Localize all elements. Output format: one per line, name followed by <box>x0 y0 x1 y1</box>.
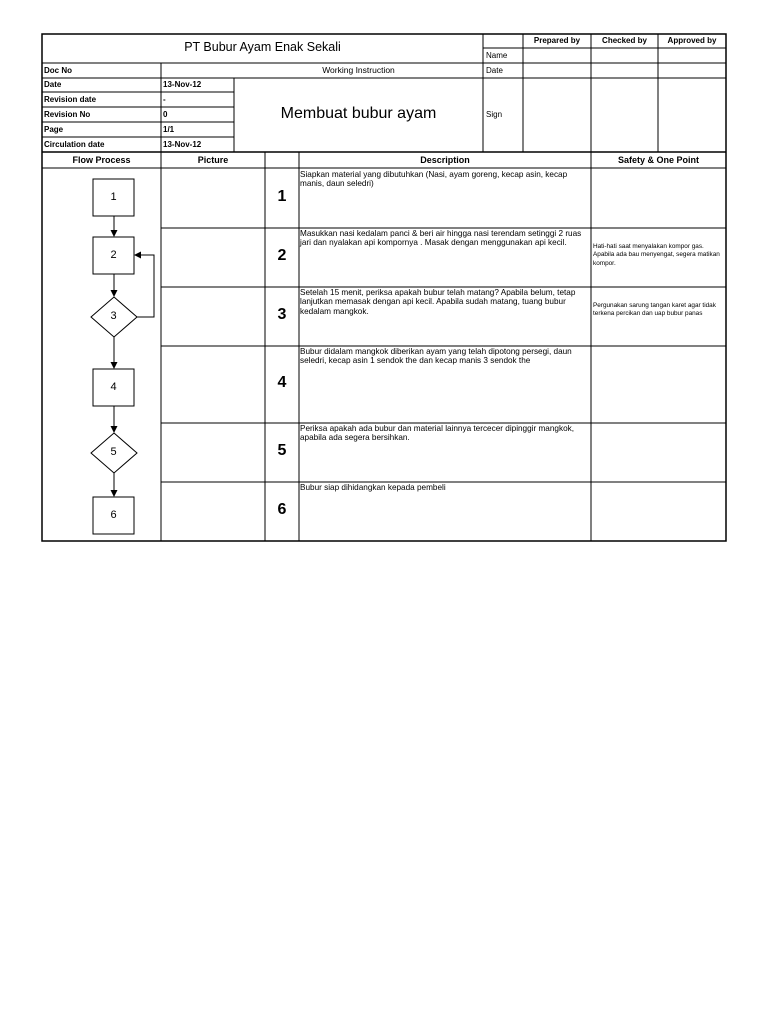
column-header-picture: Picture <box>197 155 229 165</box>
step-description: Periksa apakah ada bubur dan material lainnya tercecer dipinggir mangkok, apabila ada segera bersihkan. <box>300 424 574 443</box>
flow-loop-3-2 <box>135 255 154 317</box>
step-number: 3 <box>277 306 287 323</box>
step-number: 4 <box>277 374 287 391</box>
approval-row-name: Name <box>486 51 508 60</box>
info-value-page: 1/1 <box>163 125 175 134</box>
column-header-description: Description <box>420 155 470 165</box>
step-number: 2 <box>277 247 287 264</box>
flow-node-label: 3 <box>110 310 117 322</box>
step-description: Bubur siap dihidangkan kepada pembeli <box>300 483 446 492</box>
approval-row-sign: Sign <box>486 110 503 119</box>
approval-col-checked: Checked by <box>602 36 647 45</box>
flow-node-label: 4 <box>110 381 117 393</box>
step-description: Siapkan material yang dibutuhkan (Nasi, ayam goreng, kecap asin, kecap manis, daun seledri) <box>300 170 568 189</box>
info-label-date: Date <box>44 80 62 89</box>
step-number: 5 <box>277 442 287 459</box>
info-value-revision-date: - <box>163 95 166 104</box>
column-header-flow: Flow Process <box>72 155 131 165</box>
step-number: 6 <box>277 501 287 518</box>
info-value-circulation-date: 13-Nov-12 <box>163 140 202 149</box>
flow-node-label: 2 <box>110 249 117 261</box>
document-title: Membuat bubur ayam <box>280 105 437 122</box>
company-name: PT Bubur Ayam Enak Sekali <box>184 40 341 54</box>
step-description: Setelah 15 menit, periksa apakah bubur telah matang? Apabila belum, tetap lanjutkan memasak dengan api kecil. Apabila sudah matang, tuang bubur kedalam mangkok. <box>300 288 576 316</box>
step-description: Masukkan nasi kedalam panci & beri air hingga nasi terendam setinggi 2 ruas jari dan nyalakan api kompornya . Masak dengan menggunakan api kecil. <box>300 229 582 248</box>
info-label-doc-no: Doc No <box>44 66 72 75</box>
info-value-date: 13-Nov-12 <box>163 80 202 89</box>
approval-col-prepared: Prepared by <box>533 36 581 45</box>
working-instruction-label: Working Instruction <box>322 65 395 75</box>
safety-note: Pergunakan sarung tangan karet agar tidak terkena percikan dan uap bubur panas <box>593 302 716 318</box>
info-label-page: Page <box>44 125 64 134</box>
column-header-safety: Safety & One Point <box>617 155 699 165</box>
flow-node-label: 6 <box>110 509 117 521</box>
step-number: 1 <box>277 188 287 205</box>
step-description: Bubur didalam mangkok diberikan ayam yang telah dipotong persegi, daun seledri, kecap asin 1 sendok the dan kecap manis 3 sendok the <box>300 347 572 366</box>
safety-note: Hati-hati saat menyalakan kompor gas. Apabila ada bau menyengat, segera matikan kompor. <box>593 243 720 267</box>
approval-row-date: Date <box>486 66 503 75</box>
info-label-circulation-date: Circulation date <box>44 140 105 149</box>
flow-node-label: 1 <box>110 191 117 203</box>
approval-col-approved: Approved by <box>667 36 717 45</box>
info-label-revision-date: Revision date <box>44 95 97 104</box>
info-label-revision-no: Revision No <box>44 110 91 119</box>
info-value-revision-no: 0 <box>163 110 168 119</box>
flow-node-label: 5 <box>110 446 117 458</box>
